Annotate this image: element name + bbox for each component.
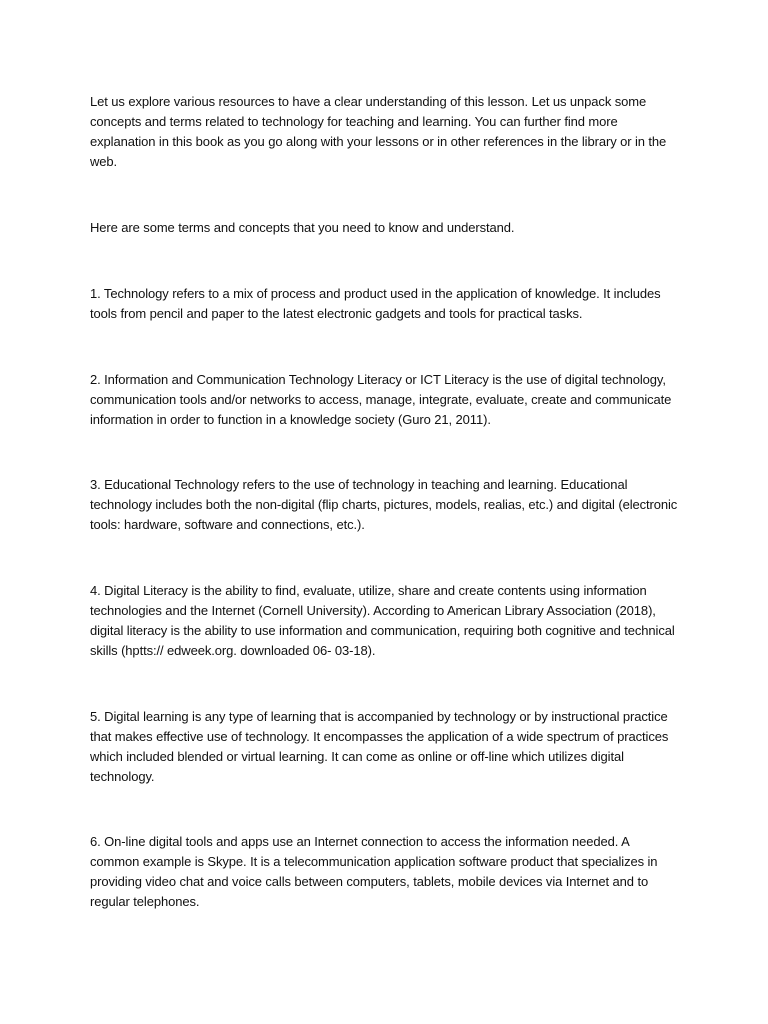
terms-intro-paragraph: Here are some terms and concepts that you need to know and understand. xyxy=(90,220,515,235)
term-digital-learning-paragraph: 5. Digital learning is any type of learning that is accompanied by technology or by instructional practice that makes effective use of technology. It encompasses the application of a wide spectrum of practices which included blended or virtual learning. It can come as online or off-line which utilizes digital technology. xyxy=(90,709,669,784)
term-digital-literacy-paragraph: 4. Digital Literacy is the ability to find, evaluate, utilize, share and create contents using information technologies and the Internet (Cornell University). According to American Library Association (2018), digital literacy is the ability to use information and communication, requiring both cognitive and technical skills (hptts:// edweek.org. downloaded 06- 03-18). xyxy=(90,583,675,658)
term-ict-literacy-paragraph: 2. Information and Communication Technology Literacy or ICT Literacy is the use of digital technology, communication tools and/or networks to access, manage, integrate, evaluate, create and communicate information in order to function in a knowledge society (Guro 21, 2011). xyxy=(90,372,672,427)
intro-paragraph: Let us explore various resources to have a clear understanding of this lesson. Let us unpack some concepts and terms related to technology for teaching and learning. You can further find more explanation in this book as you go along with your lessons or in other references in the library or in the web. xyxy=(90,94,667,169)
term-online-tools-paragraph: 6. On-line digital tools and apps use an Internet connection to access the information needed. A common example is Skype. It is a telecommunication application software product that specializes in providing video chat and voice calls between computers, tablets, mobile devices via Internet and to regular telephones. xyxy=(90,834,658,909)
term-technology-paragraph: 1. Technology refers to a mix of process and product used in the application of knowledge. It includes tools from pencil and paper to the latest electronic gadgets and tools for practical tasks. xyxy=(90,286,661,321)
term-educational-technology-paragraph: 3. Educational Technology refers to the use of technology in teaching and learning. Educational technology includes both the non-digital (flip charts, pictures, models, realias, etc.) and digital (electronic tools: hardware, software and connections, etc.). xyxy=(90,477,678,532)
